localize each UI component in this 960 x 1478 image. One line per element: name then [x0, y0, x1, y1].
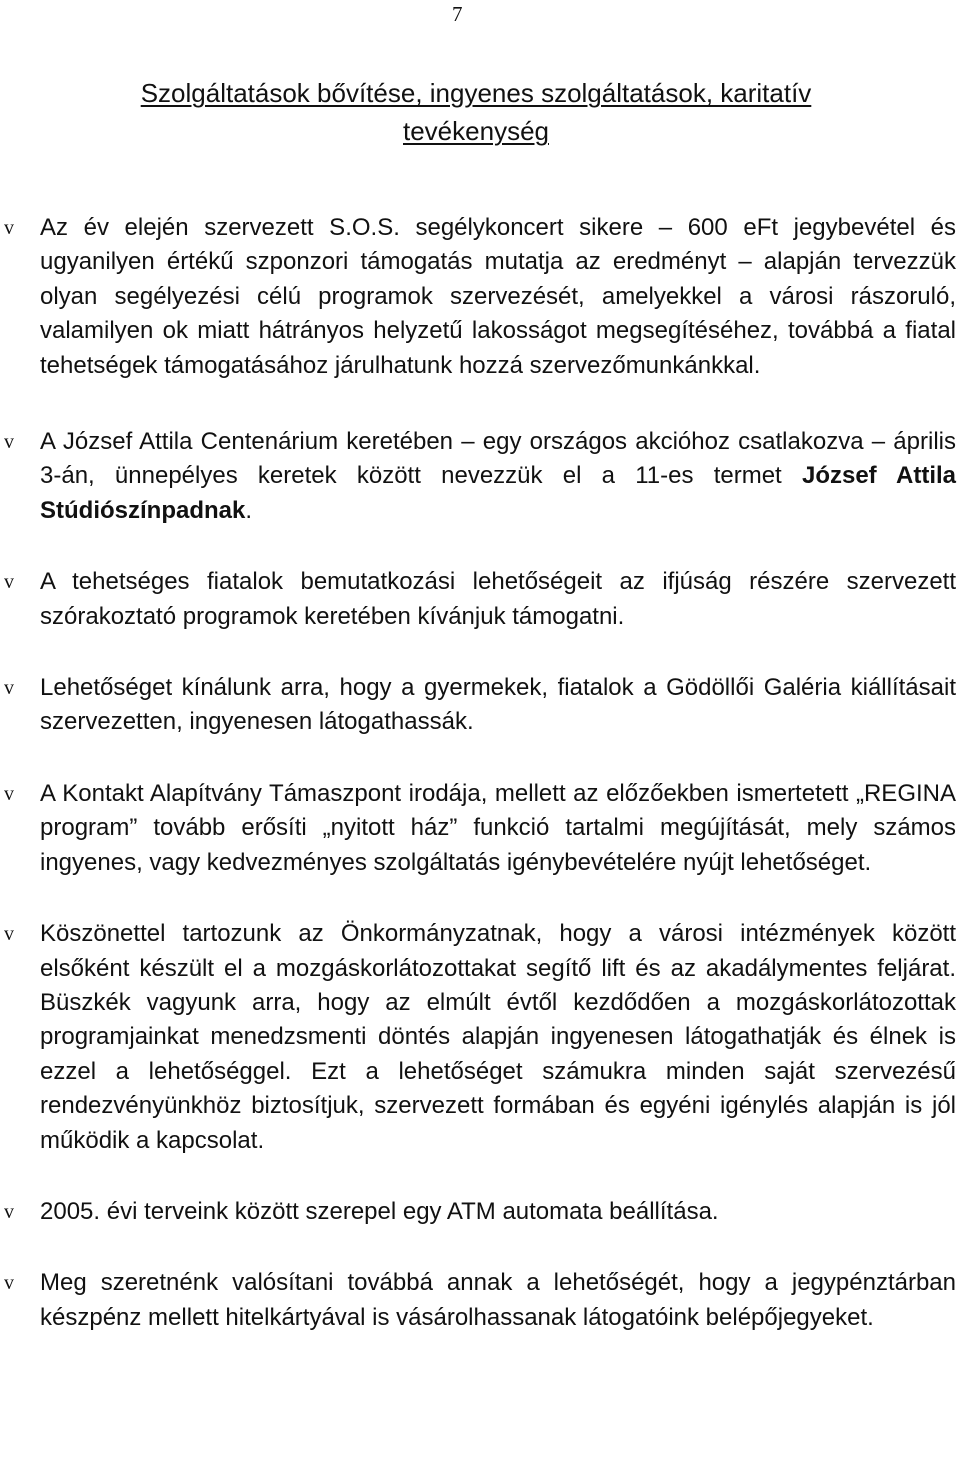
list-item	[0, 425, 960, 528]
section-heading-line-2: tevékenység	[403, 116, 549, 146]
list-item	[0, 1195, 960, 1229]
list-item-text: A József Attila Centenárium keretében – egy országos akcióhoz csatlakozva – április 3-án, ünnepélyes keretek között nevezzük el a 11-es termet	[40, 428, 956, 490]
list-item-text: A Kontakt Alapítvány Támaszpont irodája, mellett az előzőekben ismertetett „REGINA program” tovább erősíti „nyitott ház” funkció tartalmi megújítását, mely számos ingyenes, vagy kedvezményes szolgáltatás igénybevételére nyújt lehetőséget.	[40, 779, 956, 876]
list-item	[0, 777, 960, 880]
bullet-marker: v	[4, 571, 14, 594]
list-item-emphasis: József Attila Stúdiószínpadnak	[40, 462, 957, 524]
bullet-marker: v	[4, 1272, 14, 1295]
list-item-text: Köszönettel tartozunk az Önkormányzatnak, hogy a városi intézmények között elsőként készült el a mozgáskorlátozottakat segítő lift és az akadálymentes feljárat. Büszkék vagyunk arra, hogy az elmúlt évtől kezdődően a mozgáskorlátozottak programjainkat menedzsmenti döntés alapján ingyenesen látogathatják és élnek is ezzel a lehetőséggel. Ezt a lehetőséget számukra minden saját szervezésű rendezvényünkhöz biztosítjuk, szervezett formában és egyéni igénylés alapján is jól működik a kapcsolat.	[40, 920, 956, 1154]
list-item-text: Meg szeretnénk valósítani továbbá annak a lehetőségét, hogy a jegypénztárban készpénz mellett hitelkártyával is vásárolhassanak látogatóink belépőjegyeket.	[40, 1269, 956, 1331]
list-item-text: A tehetséges fiatalok bemutatkozási lehetőségeit az ifjúság részére szervezett szórakoztató programok keretében kívánjuk támogatni.	[40, 568, 956, 630]
section-heading-line-1: Szolgáltatások bővítése, ingyenes szolgáltatások, karitatív	[140, 78, 812, 108]
list-item-text: 2005. évi terveink között szerepel egy ATM automata beállítása.	[40, 1197, 719, 1225]
list-item	[0, 565, 960, 634]
page-number: 7	[452, 2, 463, 26]
bullet-marker: v	[4, 782, 14, 805]
bullet-list	[0, 211, 960, 1335]
bullet-marker: v	[4, 1200, 14, 1223]
list-item-end: .	[245, 496, 253, 524]
bullet-marker: v	[4, 677, 14, 700]
section-heading	[36, 74, 916, 150]
list-item-text: Az év elején szervezett S.O.S. segélykoncert sikere – 600 eFt jegybevétel és ugyanilyen értékű szponzori támogatás mutatja az eredményt – alapján tervezzük olyan segélyezési célú programok szervezését, amelyekkel a városi rászoruló, valamilyen ok miatt hátrányos helyzetű lakosságot megsegítéséhez, továbbá a fiatal tehetségek támogatásához járulhatunk hozzá szervezőmunkánkkal.	[40, 214, 956, 379]
bullet-marker: v	[4, 217, 14, 239]
list-item	[0, 1266, 960, 1335]
list-item	[0, 671, 960, 740]
bullet-marker: v	[4, 923, 14, 946]
bullet-marker: v	[4, 431, 14, 454]
list-item	[0, 917, 960, 1158]
list-item-text: Lehetőséget kínálunk arra, hogy a gyermekek, fiatalok a Gödöllői Galéria kiállításait szervezetten, ingyenesen látogathassák.	[40, 674, 956, 736]
list-item	[0, 211, 960, 383]
